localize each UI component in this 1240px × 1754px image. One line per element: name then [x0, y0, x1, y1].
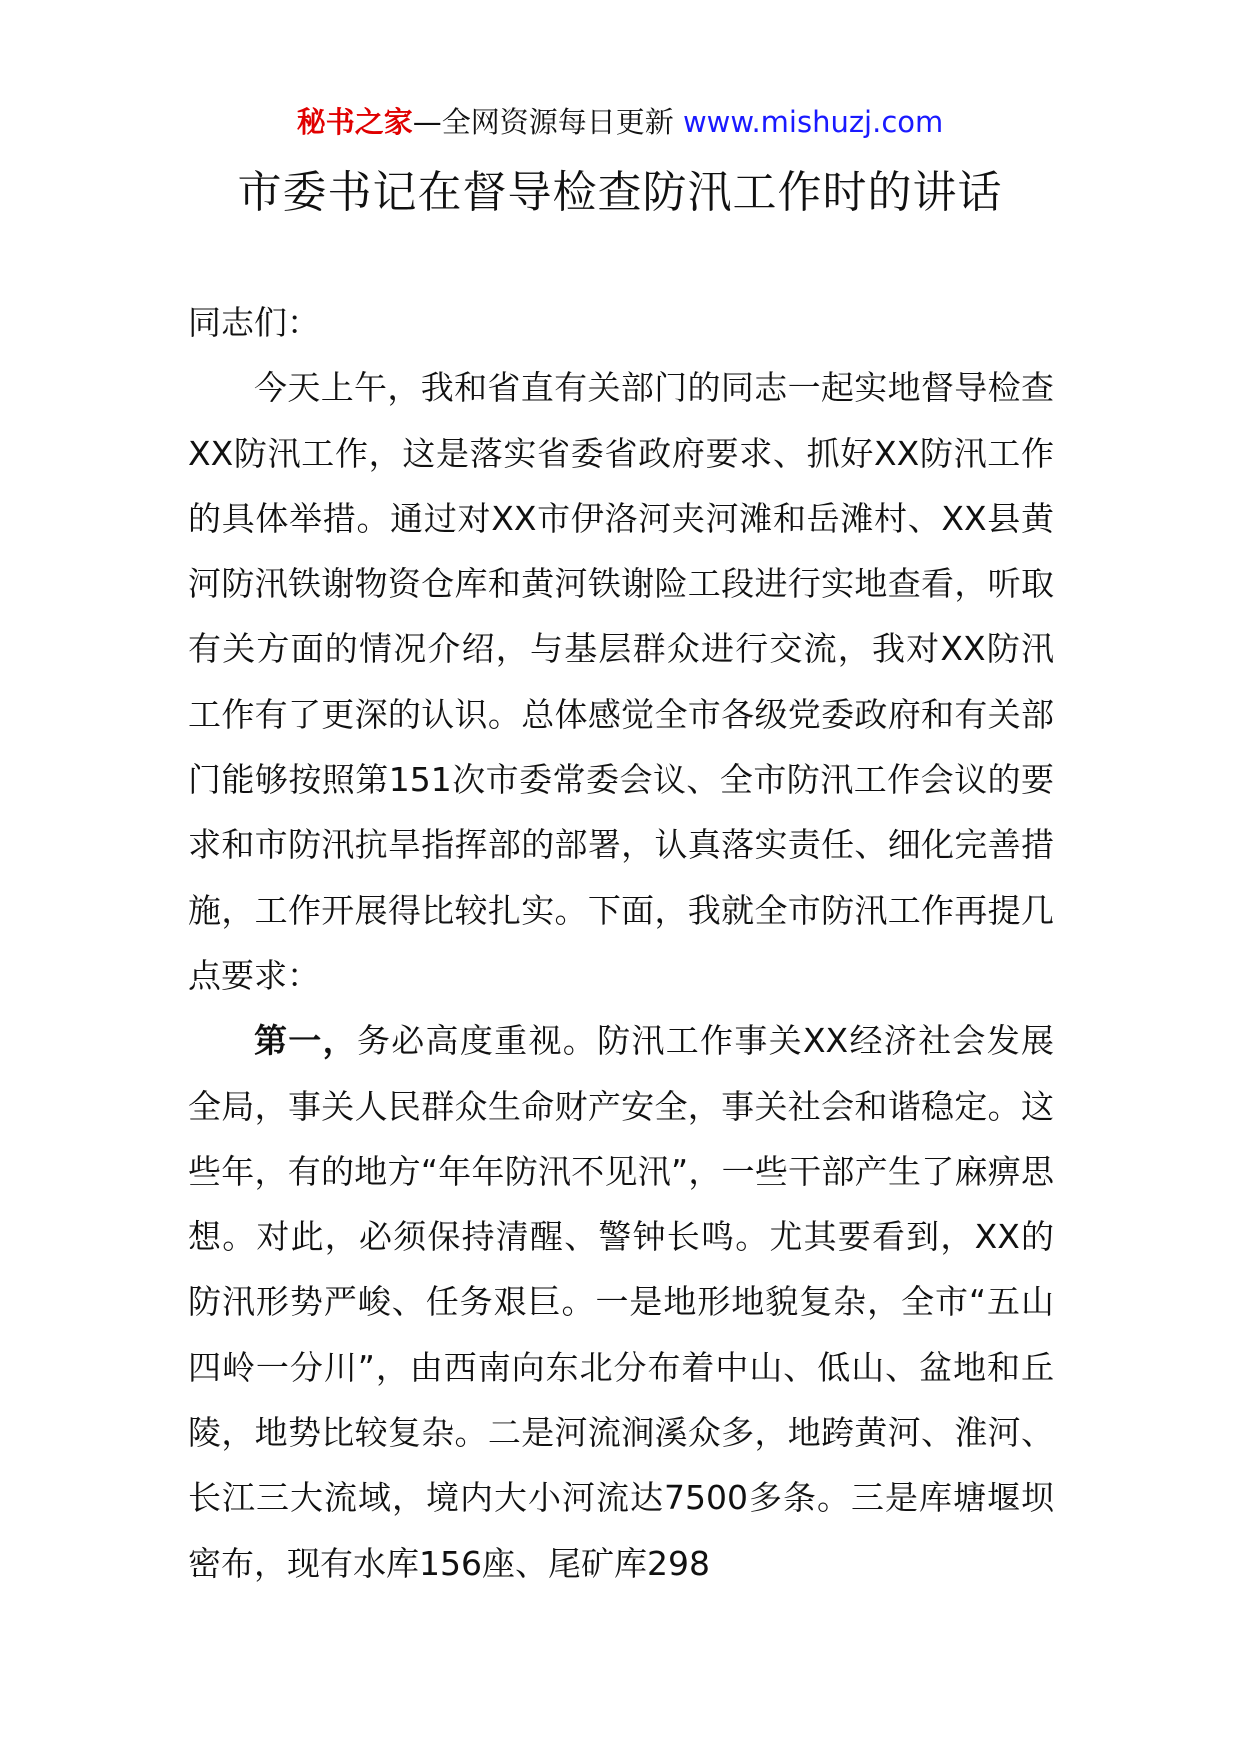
document-body	[188, 290, 1054, 1596]
site-header	[0, 100, 1240, 144]
salutation: 同志们：	[188, 303, 320, 342]
site-slogan: —全网资源每日更新	[412, 105, 683, 139]
point-one-lead: 第一，	[254, 1021, 357, 1061]
paragraph-point-one	[188, 1008, 1054, 1596]
point-one-text: 务必高度重视。防汛工作事关XX经济社会发展全局，事关人民群众生命财产安全，事关社会和谐稳定。这些年，有的地方“年年防汛不见汛”，一些干部产生了麻痹思想。对此，必须保持清醒、警钟长鸣。尤其要看到，XX的防汛形势严峻、任务艰巨。一是地形地貌复杂，全市“五山四岭一分川”，由西南向东北分布着中山、低山、盆地和丘陵，地势比较复杂。二是河流涧溪众多，地跨黄河、淮河、长江三大流域，境内大小河流达7500多条。三是库塘堰坝密布，现有水库156座、尾矿库298	[188, 1021, 1055, 1583]
site-brand: 秘书之家	[296, 105, 413, 139]
document-title: 市委书记在督导检查防汛工作时的讲话	[237, 167, 1003, 218]
site-url-link[interactable]: www.mishuzj.com	[682, 105, 944, 139]
paragraph-intro: 今天上午，我和省直有关部门的同志一起实地督导检查XX防汛工作，这是落实省委省政府要求、抓好XX防汛工作的具体举措。通过对XX市伊洛河夹河滩和岳滩村、XX县黄河防汛铁谢物资仓库和黄河铁谢险工段进行实地查看，听取有关方面的情况介绍，与基层群众进行交流，我对XX防汛工作有了更深的认识。总体感觉全市各级党委政府和有关部门能够按照第151次市委常委会议、全市防汛工作会议的要求和市防汛抗旱指挥部的部署，认真落实责任、细化完善措施，工作开展得比较扎实。下面，我就全市防汛工作再提几点要求：	[188, 368, 1054, 995]
